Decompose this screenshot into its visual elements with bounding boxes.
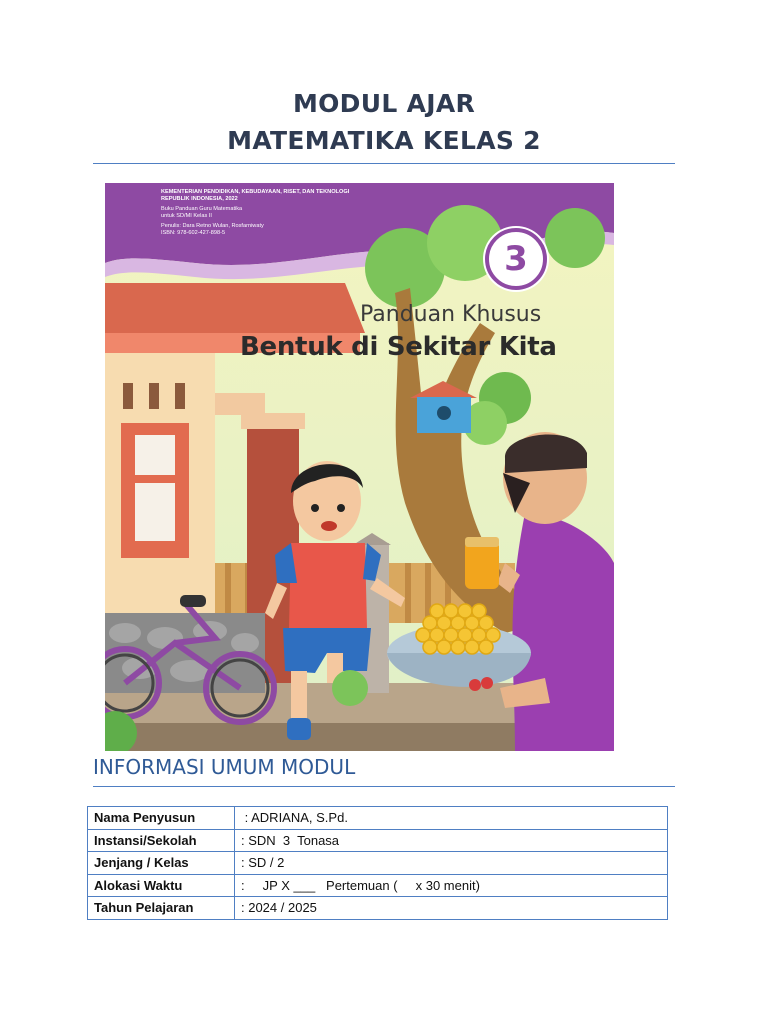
table-row	[88, 807, 668, 830]
title-divider	[93, 163, 675, 164]
table-cell-value: : JP X ___ Pertemuan ( x 30 menit)	[235, 874, 668, 897]
table-cell-label: Tahun Pelajaran	[88, 897, 235, 920]
cover-isbn: ISBN: 978-602-427-898-5	[161, 230, 226, 236]
document-title-line2: MATEMATIKA KELAS 2	[227, 126, 541, 155]
table-cell-value: : SD / 2	[235, 852, 668, 875]
table-cell-label: Instansi/Sekolah	[88, 829, 235, 852]
document-title-line1: MODUL AJAR	[292, 89, 476, 118]
cover-subtitle: Panduan Khusus	[360, 302, 542, 327]
table-cell-value: : ADRIANA, S.Pd.	[235, 807, 668, 830]
cover-author: Penulis: Dara Retno Wulan, Rosfarniwaty	[161, 223, 264, 229]
info-table	[87, 806, 668, 920]
table-row	[88, 897, 668, 920]
table-row	[88, 874, 668, 897]
table-cell-value: : SDN 3 Tonasa	[235, 829, 668, 852]
info-heading-divider	[93, 786, 675, 787]
table-cell-label: Alokasi Waktu	[88, 874, 235, 897]
cover-book-line2: untuk SD/MI Kelas II	[161, 213, 212, 219]
book-cover-image	[105, 183, 614, 751]
cover-book-line1: Buku Panduan Guru Matematika	[161, 206, 243, 212]
table-cell-value: : 2024 / 2025	[235, 897, 668, 920]
table-row	[88, 829, 668, 852]
cover-publisher-line2: REPUBLIK INDONESIA, 2022	[161, 196, 238, 202]
table-cell-label: Nama Penyusun	[88, 807, 235, 830]
info-section-heading: INFORMASI UMUM MODUL	[93, 755, 356, 779]
table-row	[88, 852, 668, 875]
cover-publisher-line1: KEMENTERIAN PENDIDIKAN, KEBUDAYAAN, RISET, DAN TEKNOLOGI	[161, 189, 350, 195]
table-cell-label: Jenjang / Kelas	[88, 852, 235, 875]
cover-volume-number: 3	[504, 239, 528, 279]
cover-title: Bentuk di Sekitar Kita	[240, 332, 557, 362]
